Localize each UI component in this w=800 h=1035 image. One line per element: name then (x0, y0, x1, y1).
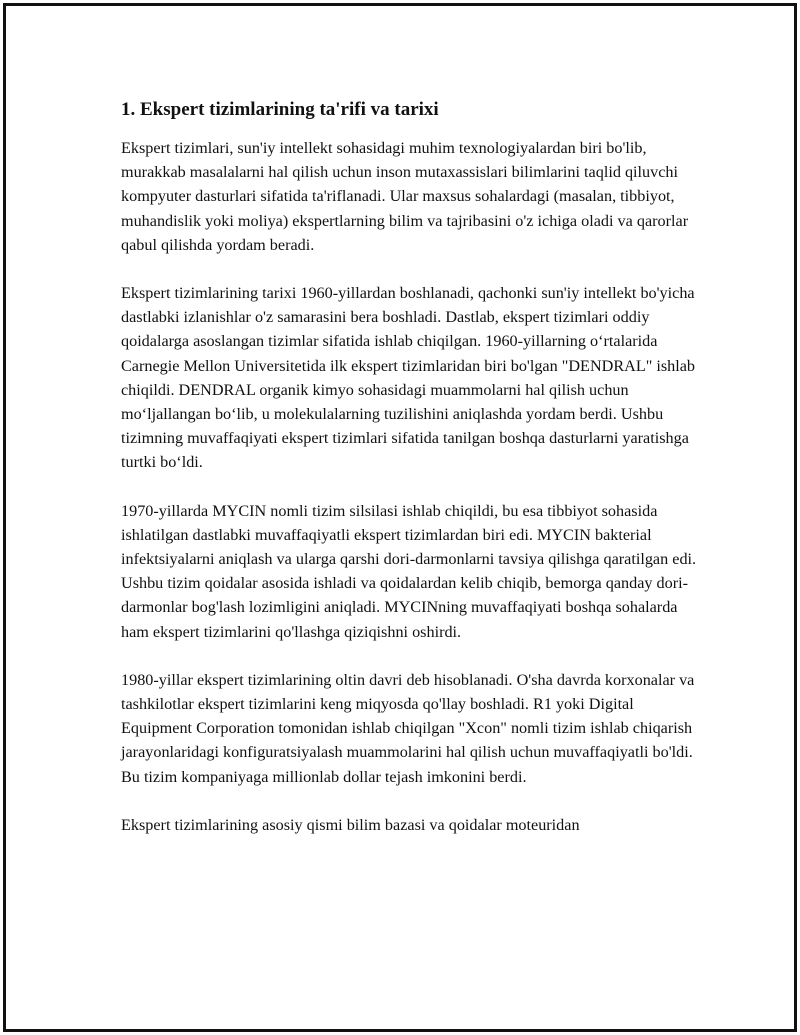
paragraph-definition: Ekspert tizimlari, sun'iy intellekt sohasidagi muhim texnologiyalardan biri bo'lib, murakkab masalalarni hal qilish uchun inson mutaxassislari bilimlarini taqlid qiluvchi kompyuter dasturlari sifatida ta'riflanadi. Ular maxsus sohalardagi (masalan, tibbiyot, muhandislik yoki moliya) ekspertlarning bilim va tajribasini o'z ichiga oladi va qarorlar qabul qilishda yordam beradi. (121, 139, 689, 254)
paragraph-history-1960s: Ekspert tizimlarining tarixi 1960-yillardan boshlanadi, qachonki sun'iy intellekt bo'yicha dastlabki izlanishlar o'z samarasini bera boshladi. Dastlab, ekspert tizimlari oddiy qoidalarga asoslangan tizimlar sifatida ishlab chiqilgan. 1960-yillarning o‘rtalarida Carnegie Mellon Universitetida ilk ekspert tizimlaridan biri bo'lgan "DENDRAL" ishlab chiqildi. DENDRAL organik kimyo sohasidagi muammolarni hal qilish uchun mo‘ljallangan bo‘lib, u molekulalarning tuzilishini aniqlashda yordam berdi. Ushbu tizimning muvaffaqiyati ekspert tizimlari sifatida tanilgan boshqa dasturlarni yaratishga turtki bo‘ldi. (121, 284, 696, 472)
paragraph-knowledge-base: Ekspert tizimlarining asosiy qismi bilim bazasi va qoidalar moteuridan (121, 815, 580, 834)
paragraph-golden-age-1980s: 1980-yillar ekspert tizimlarining oltin davri deb hisoblanadi. O'sha davrda korxonalar va tashkilotlar ekspert tizimlarini keng miqyosda qo'llay boshladi. R1 yoki Digital Equipment Corporation tomonidan ishlab chiqilgan "Xcon" nomli tizim ishlab chiqarish jarayonlaridagi konfiguratsiyalash muammolarini hal qilish uchun muvaffaqiyatli bo'ldi. Bu tizim kompaniyaga millionlab dollar tejash imkonini berdi. (121, 670, 695, 786)
document-body (121, 98, 701, 861)
page-frame (3, 3, 797, 1032)
section-heading: 1. Ekspert tizimlarining ta'rifi va tarixi (121, 99, 439, 120)
paragraph-mycin-1970s: 1970-yillarda MYCIN nomli tizim silsilasi ishlab chiqildi, bu esa tibbiyot sohasida ishlatilgan dastlabki muvaffaqiyatli ekspert tizimlardan biri edi. MYCIN bakterial infektsiyalarni aniqlash va ularga qarshi dori-darmonlarni tavsiya qilishga qaratilgan edi. Ushbu tizim qoidalar asosida ishladi va qoidalardan kelib chiqib, bemorga qanday dori-darmonlar bog'lash lozimligini aniqladi. MYCINning muvaffaqiyati boshqa sohalarda ham ekspert tizimlarini qo'llashga qiziqishni oshirdi. (121, 501, 697, 641)
